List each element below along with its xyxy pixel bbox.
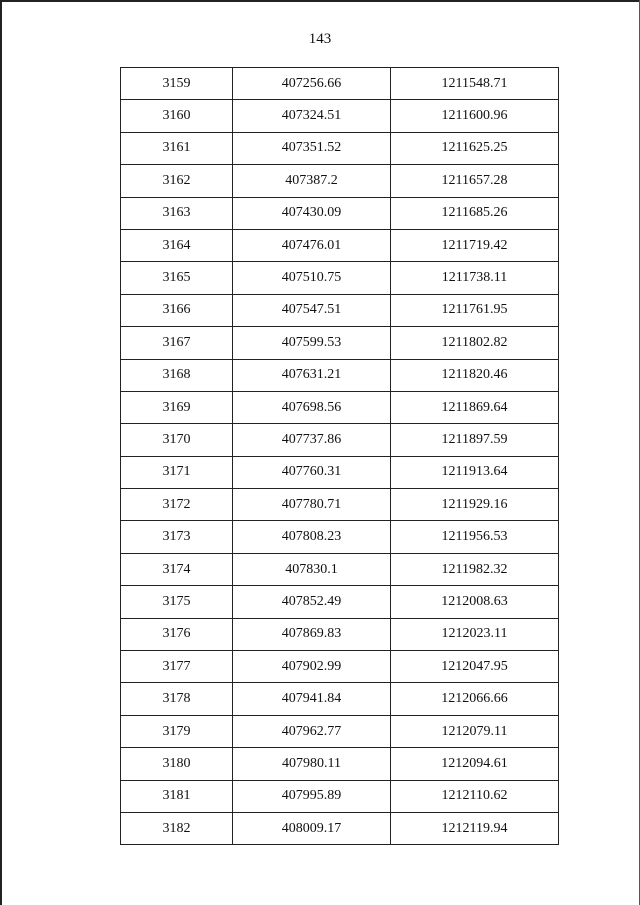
x-coordinate-cell: 407599.53 xyxy=(233,327,391,359)
y-coordinate-cell: 1212094.61 xyxy=(391,748,559,780)
table-row xyxy=(121,68,559,100)
point-id-cell: 3168 xyxy=(121,359,233,391)
x-coordinate-cell: 407351.52 xyxy=(233,132,391,164)
point-id-cell: 3163 xyxy=(121,197,233,229)
table-row xyxy=(121,359,559,391)
y-coordinate-cell: 1211869.64 xyxy=(391,391,559,423)
y-coordinate-cell: 1212119.94 xyxy=(391,812,559,844)
table-row xyxy=(121,715,559,747)
y-coordinate-cell: 1211802.82 xyxy=(391,327,559,359)
point-id-cell: 3166 xyxy=(121,294,233,326)
point-id-cell: 3161 xyxy=(121,132,233,164)
point-id-cell: 3160 xyxy=(121,100,233,132)
x-coordinate-cell: 407256.66 xyxy=(233,68,391,100)
table-row xyxy=(121,100,559,132)
x-coordinate-cell: 407780.71 xyxy=(233,489,391,521)
y-coordinate-cell: 1211820.46 xyxy=(391,359,559,391)
page-border-left xyxy=(0,0,2,905)
x-coordinate-cell: 407941.84 xyxy=(233,683,391,715)
table-row xyxy=(121,521,559,553)
y-coordinate-cell: 1211982.32 xyxy=(391,553,559,585)
table-row xyxy=(121,424,559,456)
point-id-cell: 3182 xyxy=(121,812,233,844)
table-row xyxy=(121,780,559,812)
x-coordinate-cell: 407980.11 xyxy=(233,748,391,780)
y-coordinate-cell: 1211897.59 xyxy=(391,424,559,456)
point-id-cell: 3164 xyxy=(121,229,233,261)
y-coordinate-cell: 1212110.62 xyxy=(391,780,559,812)
x-coordinate-cell: 407698.56 xyxy=(233,391,391,423)
y-coordinate-cell: 1211956.53 xyxy=(391,521,559,553)
table-row xyxy=(121,489,559,521)
table-row xyxy=(121,586,559,618)
x-coordinate-cell: 407808.23 xyxy=(233,521,391,553)
point-id-cell: 3177 xyxy=(121,651,233,683)
table-row xyxy=(121,294,559,326)
table-row xyxy=(121,327,559,359)
point-id-cell: 3174 xyxy=(121,553,233,585)
point-id-cell: 3167 xyxy=(121,327,233,359)
y-coordinate-cell: 1211913.64 xyxy=(391,456,559,488)
table-row xyxy=(121,262,559,294)
x-coordinate-cell: 407760.31 xyxy=(233,456,391,488)
x-coordinate-cell: 407869.83 xyxy=(233,618,391,650)
x-coordinate-cell: 407387.2 xyxy=(233,165,391,197)
point-id-cell: 3172 xyxy=(121,489,233,521)
y-coordinate-cell: 1211548.71 xyxy=(391,68,559,100)
point-id-cell: 3159 xyxy=(121,68,233,100)
y-coordinate-cell: 1212079.11 xyxy=(391,715,559,747)
point-id-cell: 3165 xyxy=(121,262,233,294)
x-coordinate-cell: 407430.09 xyxy=(233,197,391,229)
y-coordinate-cell: 1211719.42 xyxy=(391,229,559,261)
x-coordinate-cell: 408009.17 xyxy=(233,812,391,844)
x-coordinate-cell: 407737.86 xyxy=(233,424,391,456)
table-row xyxy=(121,391,559,423)
table-row xyxy=(121,229,559,261)
x-coordinate-cell: 407476.01 xyxy=(233,229,391,261)
point-id-cell: 3170 xyxy=(121,424,233,456)
y-coordinate-cell: 1211600.96 xyxy=(391,100,559,132)
table-row xyxy=(121,618,559,650)
y-coordinate-cell: 1212066.66 xyxy=(391,683,559,715)
y-coordinate-cell: 1212008.63 xyxy=(391,586,559,618)
table-row xyxy=(121,553,559,585)
x-coordinate-cell: 407830.1 xyxy=(233,553,391,585)
table-row xyxy=(121,132,559,164)
table-row xyxy=(121,812,559,844)
table-row xyxy=(121,197,559,229)
point-id-cell: 3176 xyxy=(121,618,233,650)
y-coordinate-cell: 1211761.95 xyxy=(391,294,559,326)
table-row xyxy=(121,165,559,197)
point-id-cell: 3173 xyxy=(121,521,233,553)
x-coordinate-cell: 407510.75 xyxy=(233,262,391,294)
coordinate-table-body xyxy=(121,68,559,845)
x-coordinate-cell: 407902.99 xyxy=(233,651,391,683)
y-coordinate-cell: 1211625.25 xyxy=(391,132,559,164)
y-coordinate-cell: 1211685.26 xyxy=(391,197,559,229)
table-row xyxy=(121,748,559,780)
point-id-cell: 3181 xyxy=(121,780,233,812)
table-row xyxy=(121,456,559,488)
x-coordinate-cell: 407995.89 xyxy=(233,780,391,812)
point-id-cell: 3162 xyxy=(121,165,233,197)
y-coordinate-cell: 1212023.11 xyxy=(391,618,559,650)
page-number: 143 xyxy=(308,31,332,47)
x-coordinate-cell: 407631.21 xyxy=(233,359,391,391)
y-coordinate-cell: 1211657.28 xyxy=(391,165,559,197)
y-coordinate-cell: 1212047.95 xyxy=(391,651,559,683)
point-id-cell: 3171 xyxy=(121,456,233,488)
x-coordinate-cell: 407324.51 xyxy=(233,100,391,132)
table-row xyxy=(121,683,559,715)
table-row xyxy=(121,651,559,683)
y-coordinate-cell: 1211738.11 xyxy=(391,262,559,294)
x-coordinate-cell: 407852.49 xyxy=(233,586,391,618)
x-coordinate-cell: 407547.51 xyxy=(233,294,391,326)
coordinate-table xyxy=(120,67,559,845)
point-id-cell: 3169 xyxy=(121,391,233,423)
y-coordinate-cell: 1211929.16 xyxy=(391,489,559,521)
point-id-cell: 3175 xyxy=(121,586,233,618)
point-id-cell: 3179 xyxy=(121,715,233,747)
page-border-top xyxy=(0,0,640,2)
point-id-cell: 3180 xyxy=(121,748,233,780)
x-coordinate-cell: 407962.77 xyxy=(233,715,391,747)
point-id-cell: 3178 xyxy=(121,683,233,715)
